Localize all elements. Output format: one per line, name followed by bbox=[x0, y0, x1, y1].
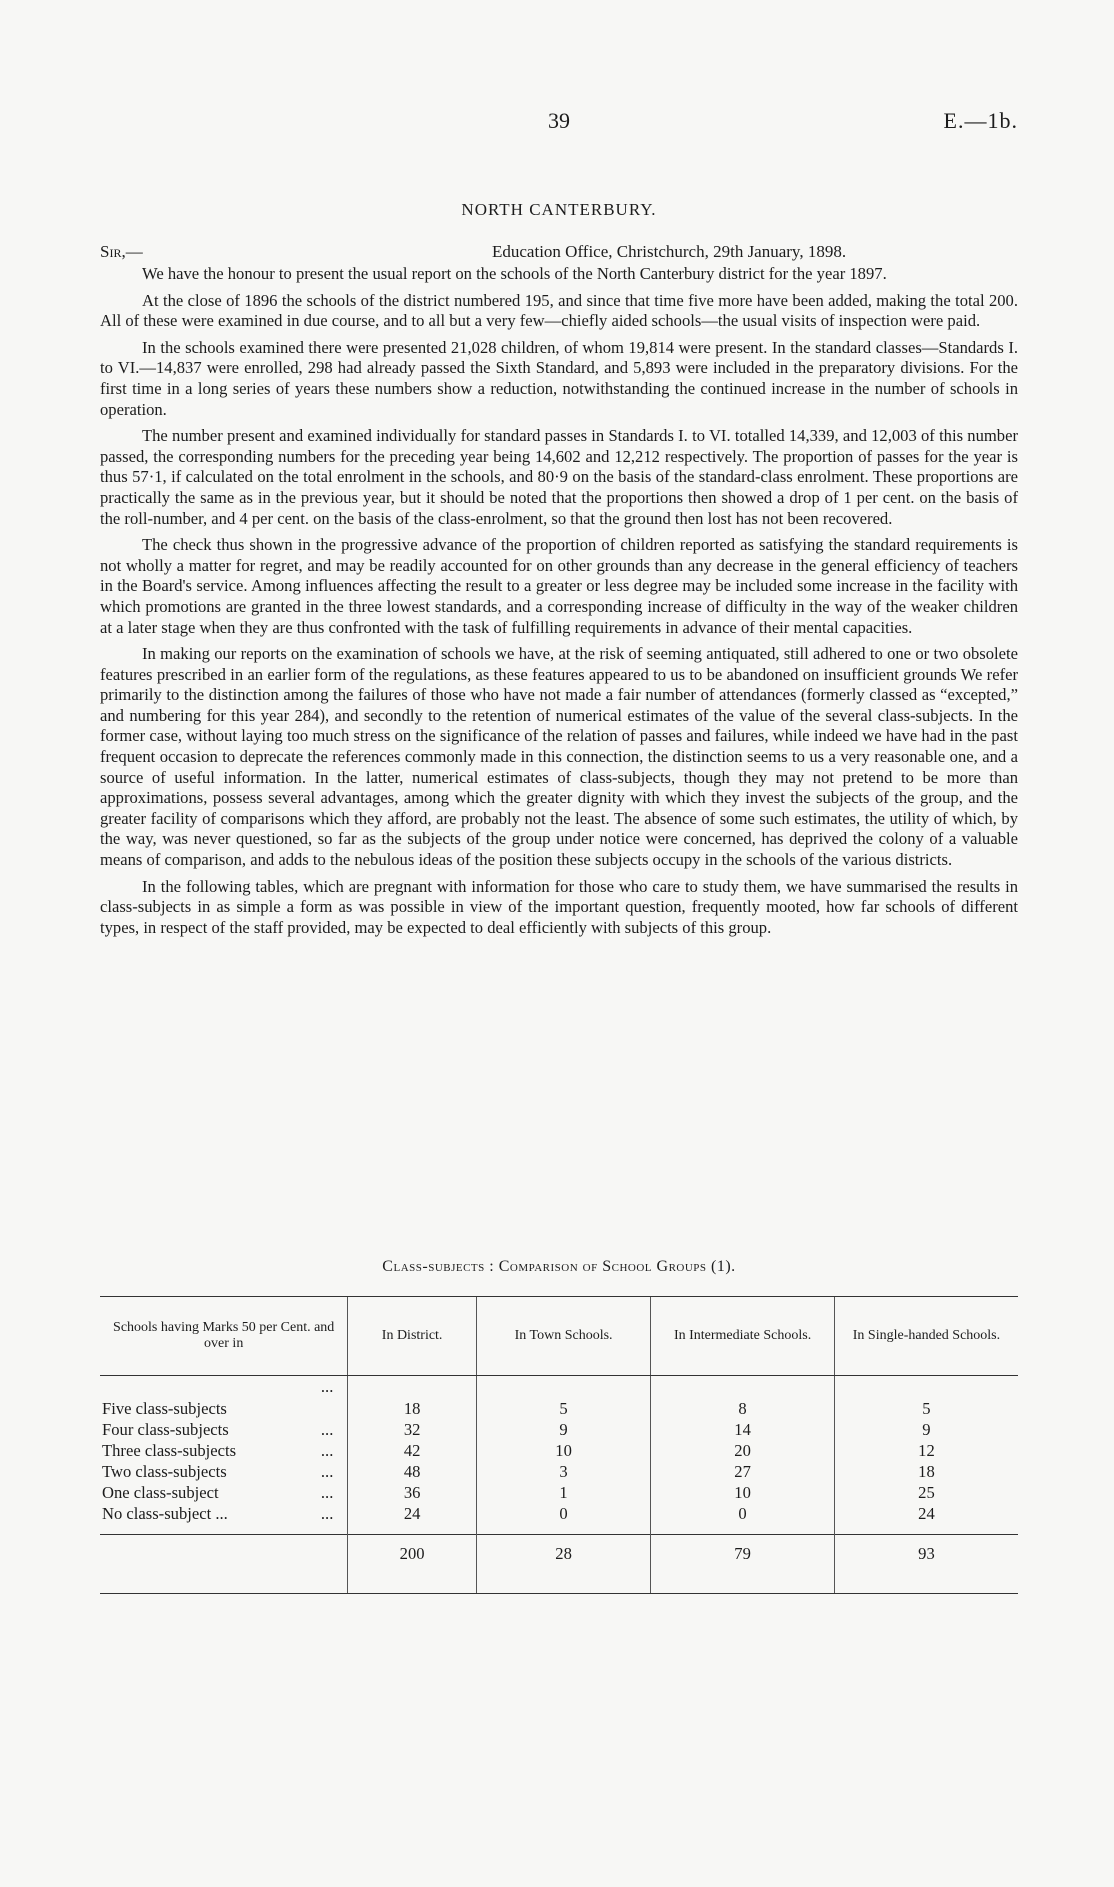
leader-dots: ... bbox=[320, 1483, 334, 1502]
table-cell: 10 bbox=[651, 1482, 835, 1503]
table-row bbox=[100, 1503, 1018, 1535]
row-label bbox=[100, 1419, 348, 1440]
table-cell: 32 bbox=[348, 1419, 477, 1440]
table-cell: 5 bbox=[834, 1376, 1018, 1420]
table-cell: 10 bbox=[476, 1440, 650, 1461]
paragraph: In making our reports on the examination of schools we have, at the risk of seeming antiquated, still adhered to one or two obsolete features prescribed in an earlier form of the regulations, as these features appeared to us to be abandoned on insufficient grounds We refer primarily to the distinction among the failures of those who have not made a fair number of attendances (formerly classed as “excepted,” and numbering for this year 284), and secondly to the retention of numerical estimates of the value of the several class-subjects. In the former case, without laying too much stress on the significance of the relation of passes and failures, while indeed we have had in the past frequent occasion to deprecate the references commonly made in this connection, the distinction seems to us a very reasonable one, and a source of useful information. In the latter, numerical estimates of class-subjects, though they may not pretend to be more than approximations, possess several advantages, among which the greater dignity with which they invest the subjects of the group, and the greater facility of comparisons which they afford, are probably not the least. The absence of some such estimates, the utility of which, by the way, was never questioned, so far as the subjects of the group under notice were concerned, has deprived the colony of a valuable means of comparison, and adds to the nebulous ideas of the position these subjects occupy in the schools of the various districts. bbox=[100, 644, 1018, 870]
table-cell: 18 bbox=[348, 1376, 477, 1420]
table-cell: 12 bbox=[834, 1440, 1018, 1461]
row-label-text: Four class-subjects bbox=[102, 1420, 229, 1439]
table-cell: 8 bbox=[651, 1376, 835, 1420]
table-cell: 0 bbox=[651, 1503, 835, 1535]
row-label-text: No class-subject ... bbox=[102, 1504, 228, 1523]
table-title: Class-subjects : Comparison of School Groups (1). bbox=[382, 1258, 736, 1275]
column-header: In Town Schools. bbox=[476, 1297, 650, 1376]
leader-dots: ... bbox=[320, 1420, 334, 1439]
table-cell: 42 bbox=[348, 1440, 477, 1461]
paragraph: In the schools examined there were presented 21,028 children, of whom 19,814 were present. In the standard classes—Standards I. to VI.—14,837 were enrolled, 298 had already passed the Sixth Standard, and 5,893 were included in the preparatory divisions. For the first time in a long series of years these numbers show a reduction, notwithstanding the continued increase in the number of schools in operation. bbox=[100, 337, 1018, 419]
section-title: NORTH CANTERBURY. bbox=[461, 200, 657, 219]
report-body bbox=[100, 264, 1018, 944]
table-cell: 9 bbox=[476, 1419, 650, 1440]
paragraph: The number present and examined individually for standard passes in Standards I. to VI. totalled 14,339, and 12,003 of this number passed, the corresponding numbers for the preceding year being 14,602 and 12,212 respectively. The proportion of passes for the year is thus 57·1, if calculated on the total enrolment in the schools, and 80·9 on the basis of the standard-class enrolment. These proportions are practically the same as in the previous year, but it should be noted that the proportions then showed a drop of 1 per cent. on the basis of the roll-number, and 4 per cent. on the basis of the class-enrolment, so that the ground then lost has not been recovered. bbox=[100, 426, 1018, 528]
totals-label-cell bbox=[100, 1535, 348, 1594]
column-header: In District. bbox=[348, 1297, 477, 1376]
table-cell: 25 bbox=[834, 1482, 1018, 1503]
row-label-text: Three class-subjects bbox=[102, 1441, 237, 1460]
table-row bbox=[100, 1440, 1018, 1461]
table-cell: 14 bbox=[651, 1419, 835, 1440]
paragraph: In the following tables, which are pregnant with information for those who care to study them, we have summarised the results in class-subjects in as simple a form as was possible in view of the important question, frequently mooted, how far schools of different types, in respect of the staff provided, may be expected to deal efficiently with subjects of this group. bbox=[100, 876, 1018, 937]
dateline: Education Office, Christchurch, 29th January, 1898. bbox=[492, 242, 847, 261]
leader-dots: ... bbox=[320, 1377, 334, 1396]
paragraph: We have the honour to present the usual report on the schools of the North Canterbury district for the year 1897. bbox=[142, 264, 887, 283]
table-cell: 3 bbox=[476, 1461, 650, 1482]
paragraph: At the close of 1896 the schools of the district numbered 195, and since that time five more have been added, making the total 200. All of these were examined in due course, and to all but a very few—chiefly aided schools—the usual visits of inspection were paid. bbox=[100, 290, 1018, 331]
total-cell: 79 bbox=[651, 1535, 835, 1594]
total-cell: 93 bbox=[834, 1535, 1018, 1594]
salutation: Sir,— bbox=[100, 242, 143, 261]
leader-dots: ... bbox=[320, 1504, 334, 1523]
table-cell: 27 bbox=[651, 1461, 835, 1482]
table-cell: 24 bbox=[834, 1503, 1018, 1535]
column-header: Schools having Marks 50 per Cent. and over in bbox=[100, 1297, 348, 1376]
total-cell: 28 bbox=[476, 1535, 650, 1594]
table-cell: 48 bbox=[348, 1461, 477, 1482]
row-label-text: One class-subject bbox=[102, 1483, 219, 1502]
row-label-text: Two class-subjects bbox=[102, 1462, 227, 1481]
row-label bbox=[100, 1461, 348, 1482]
table-row bbox=[100, 1482, 1018, 1503]
table-cell: 5 bbox=[476, 1376, 650, 1420]
table-row bbox=[100, 1419, 1018, 1440]
table-cell: 20 bbox=[651, 1440, 835, 1461]
table-row bbox=[100, 1461, 1018, 1482]
table-cell: 24 bbox=[348, 1503, 477, 1535]
table-cell: 9 bbox=[834, 1419, 1018, 1440]
leader-dots: ... bbox=[320, 1441, 334, 1460]
totals-row bbox=[100, 1535, 1018, 1594]
class-subjects-table bbox=[100, 1296, 1018, 1594]
table-cell: 18 bbox=[834, 1461, 1018, 1482]
table-cell: 0 bbox=[476, 1503, 650, 1535]
row-label bbox=[100, 1376, 348, 1420]
table-header-row bbox=[100, 1297, 1018, 1376]
table-cell: 1 bbox=[476, 1482, 650, 1503]
column-header: In Single-handed Schools. bbox=[834, 1297, 1018, 1376]
row-label bbox=[100, 1440, 348, 1461]
row-label bbox=[100, 1503, 348, 1535]
table-cell: 36 bbox=[348, 1482, 477, 1503]
total-cell: 200 bbox=[348, 1535, 477, 1594]
document-reference: E.—1b. bbox=[943, 108, 1018, 133]
page-number: 39 bbox=[548, 108, 570, 133]
leader-dots: ... bbox=[320, 1462, 334, 1481]
paragraph: The check thus shown in the progressive advance of the proportion of children reported as satisfying the standard requirements is not wholly a matter for regret, and may be readily accounted for on other grounds than any decrease in the general efficiency of teachers in the Board's service. Among influences affecting the result to a greater or less degree may be included some increase in the facility with which promotions are granted in the three lowest standards, and a corresponding increase of difficulty in the way of the weaker children at a later stage when they are thus confronted with the task of fulfilling requirements in advance of their mental capacities. bbox=[100, 535, 1018, 637]
page-header bbox=[100, 108, 1018, 138]
row-label-text: Five class-subjects bbox=[102, 1399, 227, 1418]
row-label bbox=[100, 1482, 348, 1503]
column-header: In Intermediate Schools. bbox=[651, 1297, 835, 1376]
table-row bbox=[100, 1376, 1018, 1420]
